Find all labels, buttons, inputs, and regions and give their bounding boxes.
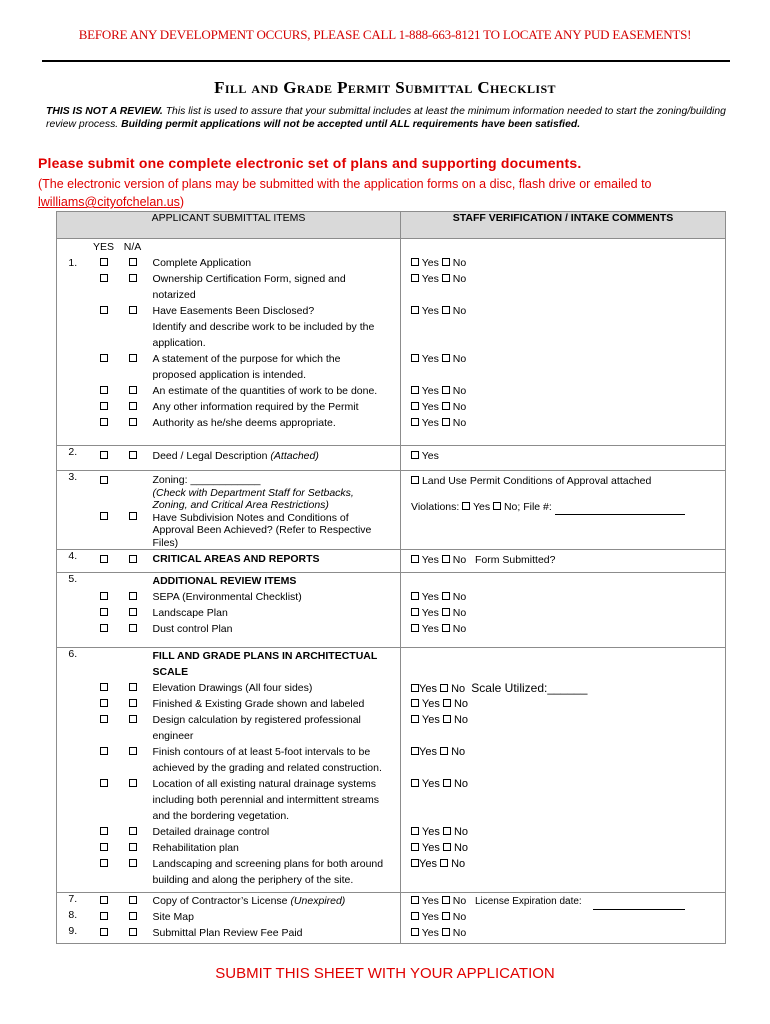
staff-no-checkbox[interactable] [442,402,450,410]
yes-label: Yes [421,305,439,317]
staff-yes-checkbox[interactable] [411,624,419,632]
yes-checkbox[interactable] [100,912,108,920]
yes-label: Yes [421,554,439,566]
section-number: 8. [57,909,89,925]
no-label: No [453,842,469,854]
item-identify-work: Identify and describe work to be included by the [152,321,375,333]
additional-review-heading: ADDITIONAL REVIEW ITEMS [152,575,297,587]
fill-grade-heading-2: SCALE [152,666,189,678]
submit-instruction: Please submit one complete electronic set of plans and supporting documents. [38,155,582,171]
item-other-information-cont: Authority as he/she deems appropriate. [152,417,336,429]
staff-no-checkbox[interactable] [442,354,450,362]
no-label: No [452,257,467,269]
na-column [119,239,147,446]
no-label: No [451,683,466,695]
yes-column [89,239,119,446]
yes-checkbox[interactable] [100,512,108,520]
intro-lead: THIS IS NOT A REVIEW. [46,106,163,117]
staff-yes-checkbox[interactable] [411,779,419,787]
staff-land-use-checkbox[interactable] [411,476,419,484]
section-6-row [57,648,726,893]
yes-label: Yes [421,385,439,397]
item-design-calculation: Design calculation by registered professional [152,714,361,726]
staff-no-checkbox[interactable] [440,747,448,755]
applicant-items-header: APPLICANT SUBMITTAL ITEMS [57,212,401,239]
yes-checkbox[interactable] [100,715,108,723]
item-landscaping-screening: Landscaping and screening plans for both around [152,858,384,870]
item-contractor-license: Copy of Contractor’s License [152,895,291,907]
no-label: No [452,305,467,317]
section-number: 7. [57,893,89,910]
yes-label: Yes [421,353,439,365]
na-checkbox[interactable] [129,896,137,904]
violations-label: Violations: [411,501,460,513]
submittal-checklist-table [56,211,726,944]
staff-no-checkbox[interactable] [442,418,450,426]
item-design-calculation-cont: engineer [152,730,194,742]
staff-yes-checkbox[interactable] [411,859,419,867]
yes-checkbox[interactable] [100,386,108,394]
item-zoning-note-1: (Check with Department Staff for Setbacks, [152,486,354,499]
section-number: 9. [57,925,89,944]
na-checkbox[interactable] [129,258,137,266]
yes-label: Yes [421,607,439,619]
item-subdivision-3: Files) [152,536,179,549]
item-drainage-systems-cont-2: and the bordering vegetation. [152,810,290,822]
yes-checkbox[interactable] [100,555,108,563]
yes-checkbox[interactable] [100,354,108,362]
pud-easement-banner: BEFORE ANY DEVELOPMENT OCCURS, PLEASE CALL 1-888-663-8121 TO LOCATE ANY PUD EASEMENTS! [78,27,692,42]
electronic-note [38,175,738,211]
no-label: No [452,623,467,635]
yes-label: Yes [472,501,491,513]
staff-no-checkbox[interactable] [442,555,450,563]
section-number: 5. [57,573,89,648]
section-1-row [57,239,726,446]
form-submitted-label: Form Submitted? [474,554,556,566]
yes-checkbox[interactable] [100,859,108,867]
staff-yes-checkbox[interactable] [411,928,419,936]
yes-checkbox[interactable] [100,843,108,851]
no-label: No [452,273,467,285]
no-label: No [453,778,469,790]
yes-checkbox[interactable] [100,418,108,426]
yes-checkbox[interactable] [100,683,108,691]
license-expiration-field[interactable] [593,899,685,910]
na-checkbox[interactable] [129,859,137,867]
yes-checkbox[interactable] [100,608,108,616]
section-8-row [57,909,726,925]
na-checkbox[interactable] [129,779,137,787]
violations-file-label: No; File #: [503,501,552,513]
yes-checkbox[interactable] [100,451,108,459]
section-1-items [147,239,401,446]
staff-no-checkbox[interactable] [442,608,450,616]
section-number: 3. [57,471,89,550]
intro-paragraph [46,106,726,131]
item-landscape-plan: Landscape Plan [152,607,228,619]
yes-label: Yes [421,450,439,462]
no-label: No [452,353,467,365]
staff-no-checkbox[interactable] [442,896,450,904]
na-checkbox[interactable] [129,699,137,707]
yes-label: Yes [421,927,439,939]
staff-yes-checkbox[interactable] [411,896,419,904]
staff-yes-checkbox[interactable] [411,608,419,616]
item-other-information: Any other information required by the Permit [152,401,359,413]
fill-grade-heading-1: FILL AND GRADE PLANS IN ARCHITECTUAL [152,650,378,662]
item-landscaping-screening-cont: building and along the periphery of the site. [152,874,354,886]
yes-checkbox[interactable] [100,699,108,707]
staff-yes-checkbox[interactable] [411,306,419,314]
yes-checkbox[interactable] [100,258,108,266]
yes-checkbox[interactable] [100,928,108,936]
na-checkbox[interactable] [129,592,137,600]
yes-label: Yes [421,895,439,907]
staff-yes-checkbox[interactable] [411,715,419,723]
na-checkbox[interactable] [129,912,137,920]
staff-no-checkbox[interactable] [443,843,451,851]
yes-checkbox[interactable] [100,274,108,282]
section-number: 1. [57,239,89,446]
scale-utilized-label: Scale Utilized:______ [471,681,588,695]
na-checkbox[interactable] [129,843,137,851]
na-checkbox[interactable] [129,386,137,394]
item-sepa: SEPA (Environmental Checklist) [152,591,302,603]
staff-no-checkbox[interactable] [442,624,450,632]
yes-label: Yes [419,858,437,870]
staff-yes-checkbox[interactable] [411,386,419,394]
footer-instruction: SUBMIT THIS SHEET WITH YOUR APPLICATION [215,965,555,982]
no-label: No [452,401,467,413]
staff-no-checkbox[interactable] [443,699,451,707]
staff-no-checkbox[interactable] [442,306,450,314]
staff-yes-checkbox[interactable] [411,699,419,707]
staff-no-checkbox[interactable] [443,715,451,723]
na-checkbox[interactable] [129,306,137,314]
staff-yes-checkbox[interactable] [411,827,419,835]
staff-yes-checkbox[interactable] [411,274,419,282]
item-deed-legal-note: (Attached) [270,450,319,462]
na-checkbox[interactable] [129,715,137,723]
yes-label: Yes [421,778,440,790]
na-checkbox[interactable] [129,555,137,563]
intro-body: This list is used to assure that your submittal includes at least the minimum information needed to start the zoning/building review process. [46,106,726,130]
staff-no-checkbox[interactable] [440,859,448,867]
item-ownership-certification-cont: notarized [152,289,196,301]
item-deed-legal: Deed / Legal Description [152,450,271,462]
violations-yes-checkbox[interactable] [462,502,470,510]
yes-label: Yes [421,273,439,285]
na-checkbox[interactable] [129,683,137,691]
yes-checkbox[interactable] [100,476,108,484]
item-zoning-note-2: Zoning, and Critical Area Restrictions) [152,499,329,511]
staff-no-checkbox[interactable] [442,258,450,266]
staff-no-checkbox[interactable] [442,912,450,920]
section-1-staff [401,239,726,446]
section-5-row [57,573,726,648]
na-checkbox[interactable] [129,827,137,835]
staff-verification-header: STAFF VERIFICATION / INTAKE COMMENTS [401,212,726,239]
staff-yes-checkbox[interactable] [411,258,419,266]
yes-label: Yes [421,401,439,413]
item-subdivision-2: Approval Been Achieved? (Refer to Respective [152,524,372,536]
staff-yes-checkbox[interactable] [411,418,419,426]
license-expiration-label: License Expiration date: [474,896,582,907]
item-dust-control: Dust control Plan [152,623,233,635]
item-purpose-statement: A statement of the purpose for which the [152,353,341,365]
no-label: No [452,607,467,619]
yes-checkbox[interactable] [100,747,108,755]
item-easements-disclosed: Have Easements Been Disclosed? [152,305,315,317]
staff-yes-checkbox[interactable] [411,451,419,459]
intro-bold: Building permit applications will not be accepted until ALL requirements have been satisfied. [121,118,581,130]
na-checkbox[interactable] [129,512,137,520]
section-7-row [57,893,726,910]
section-number: 4. [57,550,89,573]
staff-no-checkbox[interactable] [440,684,448,692]
item-critical-areas: CRITICAL AREAS AND REPORTS [152,553,320,565]
yes-label: Yes [419,683,437,695]
yes-checkbox[interactable] [100,306,108,314]
yes-label: Yes [421,714,440,726]
no-label: No [452,385,467,397]
staff-no-checkbox[interactable] [443,827,451,835]
item-drainage-systems: Location of all existing natural drainage systems [152,778,377,790]
item-review-fee: Submittal Plan Review Fee Paid [152,927,303,939]
na-checkbox[interactable] [129,418,137,426]
yes-label: Yes [421,826,440,838]
item-finish-contours-cont: achieved by the grading and related construction. [152,762,382,774]
land-use-conditions: Land Use Permit Conditions of Approval attached [421,475,652,487]
electronic-note-text: (The electronic version of plans may be submitted with the application forms on a disc, flash drive or emailed to [38,177,652,191]
item-drainage-systems-cont: including both perennial and intermittent streams [152,794,379,806]
no-label: No [452,927,467,939]
electronic-note-close: ) [179,195,185,209]
staff-yes-checkbox[interactable] [411,354,419,362]
staff-yes-checkbox[interactable] [411,843,419,851]
section-number: 6. [57,648,89,893]
violations-no-checkbox[interactable] [493,502,501,510]
page-title: Fill and Grade Permit Submittal Checklist [214,78,556,97]
email-link[interactable]: lwilliams@cityofchelan.us [38,195,180,209]
na-checkbox[interactable] [129,624,137,632]
yes-checkbox[interactable] [100,592,108,600]
yes-header: YES [92,241,114,253]
na-checkbox[interactable] [129,747,137,755]
yes-label: Yes [421,417,439,429]
item-purpose-statement-cont: proposed application is intended. [152,369,307,381]
staff-yes-checkbox[interactable] [411,747,419,755]
section-2-row [57,446,726,471]
section-4-row [57,550,726,573]
na-checkbox[interactable] [129,608,137,616]
item-estimate-quantities: An estimate of the quantities of work to be done. [152,385,378,397]
item-rehabilitation-plan: Rehabilitation plan [152,842,239,854]
na-header: N/A [123,241,142,253]
staff-no-checkbox[interactable] [442,928,450,936]
section-number: 2. [57,446,89,471]
item-elevation-drawings: Elevation Drawings (All four sides) [152,682,313,694]
file-number-field[interactable] [555,504,685,515]
na-checkbox[interactable] [129,354,137,362]
item-zoning: Zoning: ____________ [152,474,261,486]
na-checkbox[interactable] [129,451,137,459]
staff-yes-checkbox[interactable] [411,684,419,692]
yes-label: Yes [421,698,440,710]
staff-no-checkbox[interactable] [443,779,451,787]
yes-checkbox[interactable] [100,624,108,632]
no-label: No [452,591,467,603]
no-label: No [453,698,469,710]
section-9-row [57,925,726,944]
item-complete-application: Complete Application [152,257,252,269]
item-finished-grade: Finished & Existing Grade shown and labeled [152,698,365,710]
header-rule [42,60,730,62]
staff-no-checkbox[interactable] [442,274,450,282]
yes-checkbox[interactable] [100,779,108,787]
na-checkbox[interactable] [129,928,137,936]
no-label: No [451,746,466,758]
no-label: No [453,826,469,838]
item-ownership-certification: Ownership Certification Form, signed and [152,273,346,285]
no-label: No [452,911,467,923]
yes-checkbox[interactable] [100,402,108,410]
yes-label: Yes [421,257,439,269]
no-label: No [452,417,467,429]
no-label: No [452,554,467,566]
item-drainage-control: Detailed drainage control [152,826,270,838]
na-checkbox[interactable] [129,274,137,282]
yes-label: Yes [421,591,439,603]
yes-label: Yes [421,842,440,854]
staff-yes-checkbox[interactable] [411,555,419,563]
staff-yes-checkbox[interactable] [411,912,419,920]
no-label: No [452,895,467,907]
na-checkbox[interactable] [129,402,137,410]
yes-label: Yes [421,911,439,923]
staff-no-checkbox[interactable] [442,592,450,600]
item-finish-contours: Finish contours of at least 5-foot intervals to be [152,746,371,758]
item-site-map: Site Map [152,911,194,923]
section-3-row [57,471,726,550]
yes-checkbox[interactable] [100,827,108,835]
item-subdivision-1: Have Subdivision Notes and Conditions of [152,511,349,524]
staff-yes-checkbox[interactable] [411,592,419,600]
yes-label: Yes [421,623,439,635]
staff-no-checkbox[interactable] [442,386,450,394]
staff-yes-checkbox[interactable] [411,402,419,410]
item-contractor-license-note: (Unexpired) [290,895,346,907]
yes-checkbox[interactable] [100,896,108,904]
item-identify-work-cont: application. [152,337,206,349]
no-label: No [453,714,469,726]
yes-label: Yes [419,746,437,758]
no-label: No [451,858,466,870]
